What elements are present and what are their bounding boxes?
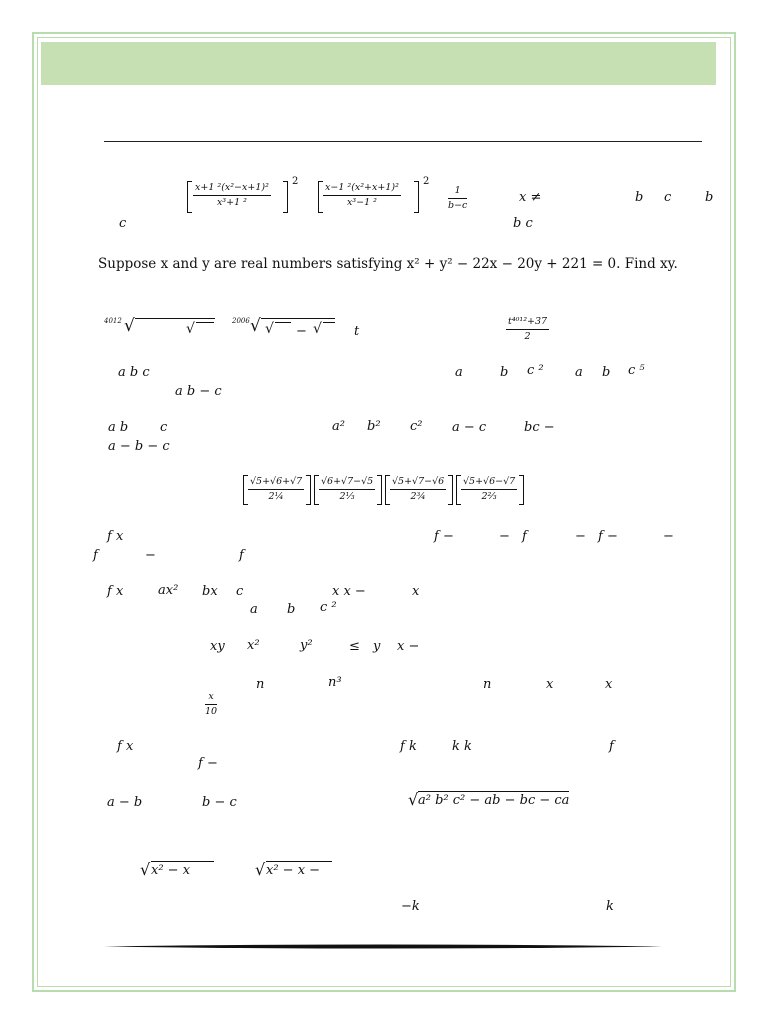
radical-sign: √ [265,321,274,337]
math-fragment: ≤ [349,639,360,654]
radical-sign: √ [255,860,266,879]
math-fragment: a [575,365,583,380]
math-fragment: f x [107,529,124,544]
header-rule [104,141,702,142]
math-fragment: a b c [118,365,150,380]
math-fragment: bc − [524,420,555,435]
math-fragment: bx [202,584,218,599]
math-fragment: x ≠ [519,190,542,205]
radical-sign: √ [140,860,151,879]
radical-bar [323,322,335,323]
math-fragment: a − c [452,420,487,435]
math-fragment: f − [198,756,218,771]
fraction: $\frac{\text{x−1 ²(x²+x+1)²}}{\text{x³−1 ²}}$ [325,182,399,208]
bracket-right [377,475,382,505]
math-fragment: f x [117,739,134,754]
math-fragment: a [250,602,258,617]
math-fragment: x − [397,639,420,654]
math-fragment: y² [300,638,313,653]
problem-statement: Suppose x and y are real numbers satisfying x² + y² − 22x − 20y + 221 = 0. Find xy. [98,256,678,272]
fraction: $\frac{√5+√6+√7}{\text{2¼}}$ [250,476,303,502]
math-fragment: c [664,190,672,205]
math-fragment: b [705,190,714,205]
math-fragment: c [236,584,244,599]
math-fragment: b [602,365,611,380]
math-fragment: x [546,677,554,692]
radical-bar [135,318,215,319]
footer-rule [104,944,662,949]
math-fragment: a − b − c [108,439,170,454]
bracket-left [187,181,192,213]
math-fragment: f [239,548,244,563]
fraction: $\frac{x}{10}$ [205,691,218,717]
math-fragment: xy [210,639,225,654]
math-fragment: − [663,529,674,544]
math-fragment: c² [410,419,423,434]
math-fragment: a² [332,419,345,434]
radical-bar [275,322,291,323]
bracket-right [414,181,419,213]
bracket-right [306,475,311,505]
math-fragment: b [500,365,509,380]
math-fragment: b² [367,419,381,434]
math-fragment: c [160,420,168,435]
radical-sign: √ [250,316,261,336]
radical-bar [196,322,214,323]
fraction: $\frac{√5+√6-√7}{\text{2⅔}}$ [463,476,516,502]
math-fragment: a [455,365,463,380]
math-fragment: x² [247,638,260,653]
math-fragment: b − c [202,795,237,810]
math-fragment: a b [108,420,129,435]
math-fragment: k [606,899,614,914]
math-fragment: f [609,739,614,754]
fraction: $\frac{\text{t⁴⁰¹²+37}}{2}$ [508,316,548,342]
math-fragment: ax² [158,583,179,598]
math-fragment: n³ [328,675,342,690]
radical-sign: √ [186,321,195,337]
radical-sign: √ [408,790,419,809]
fraction: $\frac{\text{x+1 ²(x²−x+1)²}}{\text{x³+1 ²}}$ [195,182,269,208]
math-fragment: x [412,584,420,599]
radical-bar [261,318,335,319]
bracket-right [283,181,288,213]
math-fragment: b c [513,216,533,231]
math-fragment: k k [452,739,472,754]
bracket-right [448,475,453,505]
math-fragment: c ² [320,600,337,615]
math-fragment: f [522,529,527,544]
math-fragment: a b − c [175,384,222,399]
math-fragment: f x [107,584,124,599]
fraction: $\frac{√6+√7-√5}{\text{2⅓}}$ [321,476,374,502]
math-fragment: −k [401,899,420,914]
math-fragment: x [605,677,613,692]
math-fragment: f − [598,529,618,544]
math-fragment: n [256,677,265,692]
math-fragment: n [483,677,492,692]
math-fragment: − [145,548,156,563]
header-banner [41,42,716,85]
math-fragment: b [635,190,644,205]
math-fragment: c [119,216,127,231]
math-fragment: − [499,529,510,544]
math-fragment: a² b² c² − ab − bc − ca [418,793,570,808]
math-fragment: a − b [107,795,143,810]
math-fragment: f k [400,739,417,754]
exponent: 2 [423,176,430,187]
fraction: $\frac{1}{b-c}$ [448,185,468,211]
math-fragment: x² − x − [266,864,332,877]
fraction: $\frac{√5+√7-√6}{\text{2¾}}$ [392,476,445,502]
math-fragment: f − [434,529,454,544]
math-fragment: t [354,324,360,339]
exponent: 2 [292,176,299,187]
math-fragment: y [373,639,381,654]
math-fragment: x² − x [151,864,214,877]
root-index: 4012 [104,317,122,325]
math-fragment: c ² [527,363,544,378]
radical-sign: √ [124,316,135,336]
math-fragment: f [93,548,98,563]
math-fragment: − [296,324,307,339]
math-fragment: − [575,529,586,544]
math-fragment: b [287,602,296,617]
page-border-inner [37,37,731,987]
radical-sign: √ [313,321,322,337]
root-index: 2006 [232,317,250,325]
bracket-right [519,475,524,505]
math-fragment: c ⁵ [628,363,645,378]
math-fragment: x x − [332,584,366,599]
